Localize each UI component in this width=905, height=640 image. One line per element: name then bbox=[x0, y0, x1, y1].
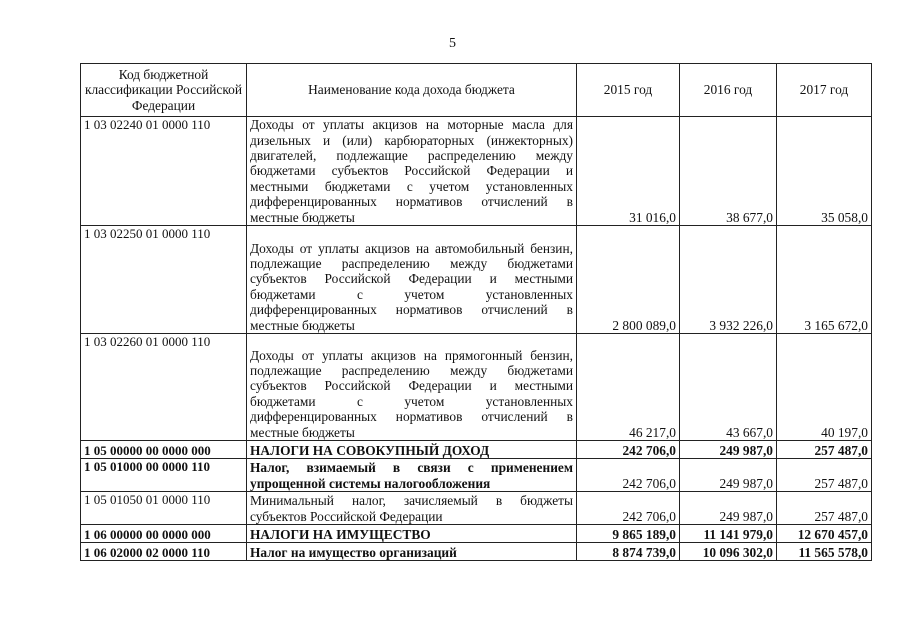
row-name: Доходы от уплаты акцизов на автомобильный бензин, подлежащие распределению между бюджетами субъектов Российской Федерации и местными бюджетами с учетом установленных дифференцированных нормативов отчислений в местные бюджеты bbox=[247, 226, 577, 334]
row-value-2017: 257 487,0 bbox=[777, 459, 872, 492]
row-code: 1 03 02260 01 0000 110 bbox=[81, 334, 247, 441]
row-value-2016: 249 987,0 bbox=[680, 459, 777, 492]
header-name: Наименование кода дохода бюджета bbox=[247, 64, 577, 117]
row-value-2017: 35 058,0 bbox=[777, 117, 872, 226]
row-code: 1 06 02000 02 0000 110 bbox=[81, 543, 247, 561]
header-code: Код бюджетной классификации Российской Федерации bbox=[81, 64, 247, 117]
row-value-2017: 40 197,0 bbox=[777, 334, 872, 441]
row-value-2015: 46 217,0 bbox=[577, 334, 680, 441]
row-code: 1 05 00000 00 0000 000 bbox=[81, 441, 247, 459]
row-value-2015: 31 016,0 bbox=[577, 117, 680, 226]
row-value-2016: 38 677,0 bbox=[680, 117, 777, 226]
row-value-2017: 257 487,0 bbox=[777, 492, 872, 525]
table-row bbox=[81, 117, 872, 226]
row-value-2016: 3 932 226,0 bbox=[680, 226, 777, 334]
table-header-row bbox=[81, 64, 872, 117]
row-value-2017: 257 487,0 bbox=[777, 441, 872, 459]
row-value-2016: 249 987,0 bbox=[680, 492, 777, 525]
row-value-2015: 242 706,0 bbox=[577, 492, 680, 525]
row-name: Доходы от уплаты акцизов на прямогонный бензин, подлежащие распределению между бюджетами субъектов Российской Федерации и местными бюджетами с учетом установленных дифференцированных нормативов отчислений в местные бюджеты bbox=[247, 334, 577, 441]
table-row bbox=[81, 492, 872, 525]
row-name: Доходы от уплаты акцизов на моторные масла для дизельных и (или) карбюраторных (инжекторных) двигателей, подлежащие распределению между бюджетами субъектов Российской Федерации и местными бюджетами с учетом установленных дифференцированных нормативов отчислений в местные бюджеты bbox=[247, 117, 577, 226]
row-name: Минимальный налог, зачисляемый в бюджеты субъектов Российской Федерации bbox=[247, 492, 577, 525]
row-code: 1 05 01050 01 0000 110 bbox=[81, 492, 247, 525]
table-row bbox=[81, 226, 872, 334]
row-value-2015: 242 706,0 bbox=[577, 459, 680, 492]
row-code: 1 06 00000 00 0000 000 bbox=[81, 525, 247, 543]
page-number: 5 bbox=[449, 36, 456, 51]
row-value-2016: 249 987,0 bbox=[680, 441, 777, 459]
header-2017: 2017 год bbox=[777, 64, 872, 117]
row-code: 1 03 02240 01 0000 110 bbox=[81, 117, 247, 226]
table-row-total bbox=[81, 441, 872, 459]
table-row-subtotal bbox=[81, 459, 872, 492]
row-name: Налог на имущество организаций bbox=[247, 543, 577, 561]
row-name: Налог, взимаемый в связи с применением упрощенной системы налогообложения bbox=[247, 459, 577, 492]
row-value-2016: 43 667,0 bbox=[680, 334, 777, 441]
row-value-2015: 2 800 089,0 bbox=[577, 226, 680, 334]
row-name: НАЛОГИ НА ИМУЩЕСТВО bbox=[247, 525, 577, 543]
row-value-2016: 11 141 979,0 bbox=[680, 525, 777, 543]
row-value-2017: 12 670 457,0 bbox=[777, 525, 872, 543]
row-value-2015: 242 706,0 bbox=[577, 441, 680, 459]
header-2016: 2016 год bbox=[680, 64, 777, 117]
row-name: НАЛОГИ НА СОВОКУПНЫЙ ДОХОД bbox=[247, 441, 577, 459]
row-code: 1 03 02250 01 0000 110 bbox=[81, 226, 247, 334]
row-code: 1 05 01000 00 0000 110 bbox=[81, 459, 247, 492]
row-value-2017: 11 565 578,0 bbox=[777, 543, 872, 561]
table-row-total bbox=[81, 525, 872, 543]
table-row-subtotal bbox=[81, 543, 872, 561]
row-value-2015: 8 874 739,0 bbox=[577, 543, 680, 561]
budget-revenue-table bbox=[80, 63, 872, 561]
row-value-2015: 9 865 189,0 bbox=[577, 525, 680, 543]
header-2015: 2015 год bbox=[577, 64, 680, 117]
table-row bbox=[81, 334, 872, 441]
row-value-2017: 3 165 672,0 bbox=[777, 226, 872, 334]
row-value-2016: 10 096 302,0 bbox=[680, 543, 777, 561]
